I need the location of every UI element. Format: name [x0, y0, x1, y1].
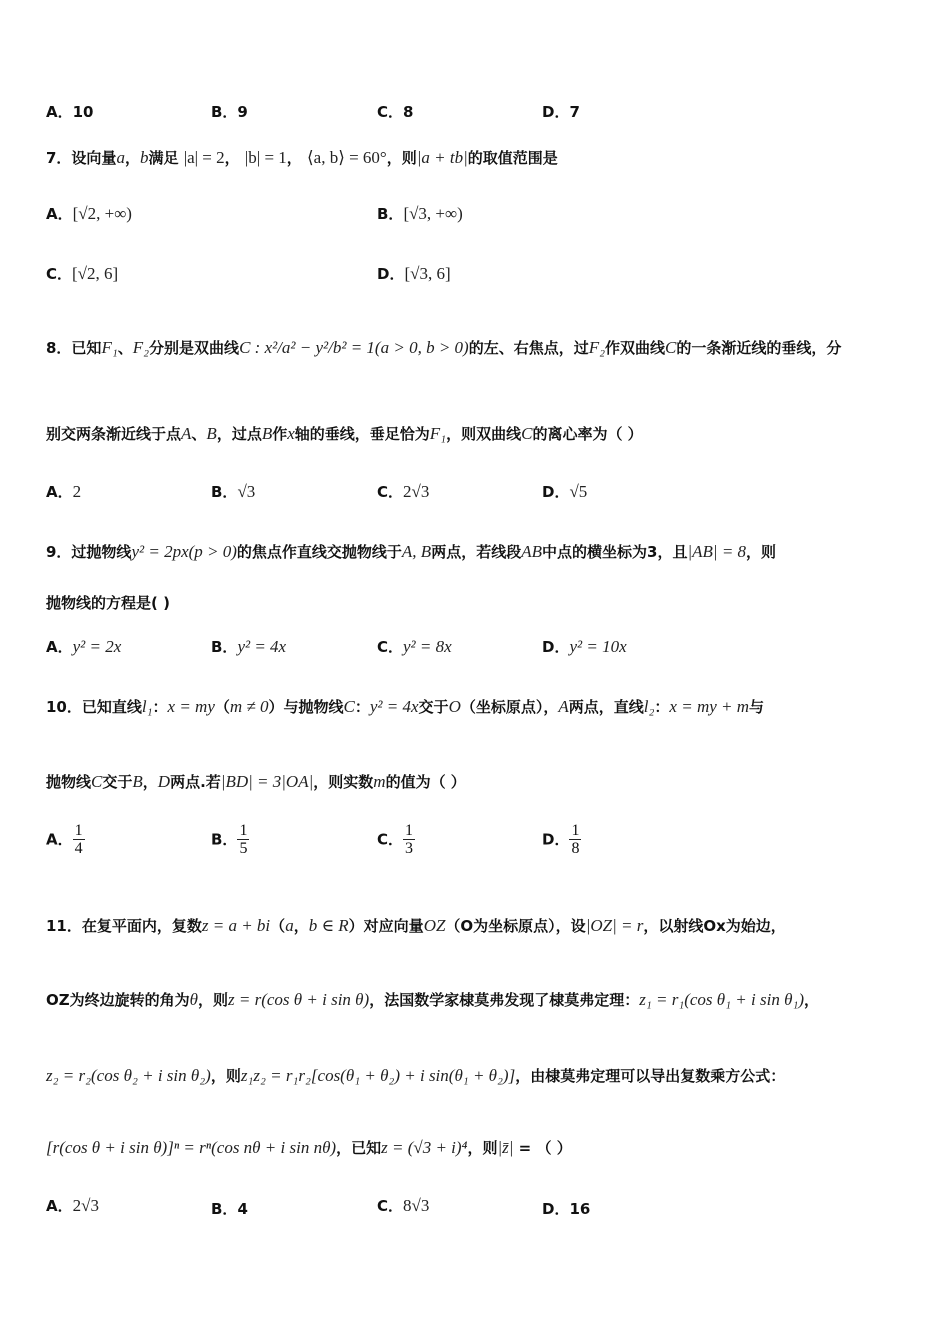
q11-a: a [285, 916, 294, 935]
q9-option-label: C． [377, 638, 404, 656]
q9-option-value: y² = 4x [237, 637, 287, 656]
q11-text: （O为坐标原点），设 [445, 917, 586, 935]
q8-point-b: B [261, 424, 273, 443]
q8-text: 、 [117, 339, 133, 357]
q10-option-label: D． [542, 830, 570, 849]
q8-stem-line2 [46, 424, 643, 444]
q7-option-b [377, 204, 463, 224]
q11-text: ， [293, 917, 309, 935]
q10-curve-c: C [91, 772, 103, 791]
q8-text: 8．已知 [46, 339, 102, 357]
q8-text: 、 [191, 425, 207, 443]
q11-stem-line4 [46, 1138, 572, 1158]
q10-option-label: A． [46, 830, 73, 849]
q11-z2: z₂ = r₂(cos θ₂ + i sin θ₂) [46, 1066, 211, 1085]
q10-origin: O [448, 697, 461, 716]
q11-option-c [377, 1196, 429, 1216]
fraction-numerator: 1 [74, 822, 83, 839]
q9-option-value: y² = 10x [569, 637, 627, 656]
q8-text: 别交两条渐近线于点 [46, 425, 182, 443]
q7-option-c [46, 264, 118, 284]
q9-option-label: B． [211, 638, 238, 656]
q7-cond-2: |b| = 1 [244, 148, 287, 167]
q8-text: ，则双曲线 [446, 425, 522, 443]
q10-parabola-equation: y² = 4x [369, 697, 419, 716]
q7-option-d [377, 264, 451, 284]
q8-point-b: B [206, 424, 217, 443]
q11-option-value: 8√3 [403, 1196, 430, 1215]
q7-cond-3: ⟨a, b⟩ = 60° [307, 148, 387, 167]
q8-f2: F₂ [132, 338, 150, 357]
q9-text: 9．过抛物线 [46, 543, 132, 561]
q8-text: 轴的垂线，垂足恰为 [294, 425, 430, 443]
q9-parabola-equation: y² = 2px(p > 0) [131, 542, 237, 561]
q10-line-l1: l₁ [141, 697, 153, 716]
q11-option-label: D． [542, 1200, 570, 1218]
q7-sep: ， [124, 149, 140, 167]
q11-option-d [542, 1199, 590, 1219]
q10-curve-c: C [343, 697, 355, 716]
q11-text: ）对应向量 [348, 917, 424, 935]
q8-text: 作 [272, 425, 288, 443]
q8-option-value: √3 [237, 482, 256, 501]
q10-text: 两点，直线 [568, 698, 644, 716]
q10-point-b: B [132, 772, 143, 791]
fraction-numerator: 1 [239, 822, 248, 839]
q8-text: 的离心率为（ ） [532, 425, 643, 443]
q7-option-d-label: D． [377, 265, 405, 283]
q8-f1: F₁ [101, 338, 118, 357]
q7-option-d-value: [√3, 6] [404, 264, 451, 283]
q11-option-b [211, 1199, 248, 1219]
q8-option-value: √5 [569, 482, 588, 501]
q10-relation: |BD| = 3|OA| [220, 772, 314, 791]
q10-option-fraction [569, 822, 581, 857]
q11-theta: θ [189, 990, 198, 1009]
q9-stem-line1 [46, 542, 776, 562]
q10-text: 抛物线 [46, 773, 92, 791]
q11-option-label: A． [46, 1197, 73, 1215]
q7-expr: |a + tb| [416, 148, 468, 167]
q9-text: ，则 [746, 543, 777, 561]
q8-x-axis: x [287, 424, 295, 443]
q11-text: （ [270, 917, 286, 935]
q10-option-a [46, 822, 85, 857]
q10-text: ： [654, 698, 670, 716]
q11-option-value: 4 [237, 1200, 248, 1218]
q9-option-label: A． [46, 638, 73, 656]
q7-vec-b: b [139, 148, 149, 167]
q10-option-b [211, 822, 249, 857]
q11-complex-z: z = a + bi [201, 916, 271, 935]
q11-option-label: B． [211, 1200, 238, 1218]
q10-text: ， [142, 773, 158, 791]
q11-option-value: 2√3 [72, 1196, 99, 1215]
q10-line-equation: x = my [167, 697, 215, 716]
q11-vector-oz: OZ [423, 916, 446, 935]
q9-stem-line2: 抛物线的方程是( ) [46, 594, 170, 612]
q8-option-a [46, 482, 81, 502]
q8-stem-line1 [46, 338, 841, 358]
q10-text: ： [152, 698, 168, 716]
q10-condition: m ≠ 0 [229, 697, 269, 716]
q8-text: ，过点 [216, 425, 262, 443]
q8-curve-c: C [521, 424, 533, 443]
q6-option-d: D．7 [542, 103, 580, 121]
q8-option-value: 2 [72, 482, 82, 501]
fraction-numerator: 1 [405, 822, 414, 839]
q10-text: 的值为（ ） [385, 773, 466, 791]
q7-option-a-label: A． [46, 205, 73, 223]
q7-vec-a: a [116, 148, 125, 167]
q8-text: 作双曲线 [605, 339, 666, 357]
q8-text: 的一条渐近线的垂线，分 [676, 339, 842, 357]
q11-z1: z₁ = r₁(cos θ₁ + i sin θ₁) [639, 990, 805, 1009]
q10-text: （坐标原点）， [460, 698, 559, 716]
q8-option-label: B． [211, 483, 238, 501]
q8-text: 的左、右焦点，过 [468, 339, 589, 357]
q11-text: ，则 [467, 1139, 498, 1157]
q10-line-equation: x = my + m [669, 697, 750, 716]
q9-points: A, B [401, 542, 432, 561]
q8-hyperbola-equation: C : x²/a² − y²/b² = 1(a > 0, b > 0) [239, 338, 469, 357]
q9-text: 中点的横坐标为3，且 [542, 543, 688, 561]
q11-text: ，法国数学家棣莫弗发现了棣莫弗定理： [369, 991, 640, 1009]
q10-point-d: D [157, 772, 171, 791]
q7-stem: 7．设向量a，b满足 |a| = 2， |b| = 1， ⟨a, b⟩ = 60°，则|a + tb|的取值范围是 [46, 148, 558, 167]
q10-text: （ [214, 698, 230, 716]
q6-option-a: A．10 [46, 103, 94, 121]
q11-text: ，则 [210, 1067, 241, 1085]
q10-option-fraction [73, 822, 85, 857]
q8-option-label: C． [377, 483, 404, 501]
q10-stem-line2 [46, 772, 466, 792]
q11-b: b ∈ R [308, 916, 349, 935]
q10-text: 交于 [102, 773, 133, 791]
q11-text: ，则 [198, 991, 229, 1009]
q11-option-value: 16 [569, 1200, 591, 1218]
q10-option-label: C． [377, 830, 404, 849]
fraction-numerator: 1 [571, 822, 580, 839]
q11-option-a [46, 1196, 99, 1216]
q9-segment: AB [521, 542, 542, 561]
q11-power-formula: [r(cos θ + i sin θ)]ⁿ = rⁿ(cos nθ + i sin nθ) [46, 1138, 337, 1157]
q9-option-c [377, 637, 452, 657]
q10-text: ）与抛物线 [268, 698, 344, 716]
q6-option-c: C．8 [377, 103, 414, 121]
q8-option-d [542, 482, 587, 502]
q7-cond-1: |a| = 2 [183, 148, 225, 167]
q7-option-a [46, 204, 132, 224]
q8-point-a: A [181, 424, 192, 443]
q8-option-c [377, 482, 429, 502]
q11-stem-line2 [46, 990, 819, 1010]
q10-option-label: B． [211, 830, 238, 849]
q10-text: 两点.若 [170, 773, 221, 791]
q9-option-b [211, 637, 286, 657]
q10-text: ： [354, 698, 370, 716]
q11-modulus: |OZ| = r [585, 916, 644, 935]
q7-then: ，则 [386, 149, 417, 167]
q10-text: 10．已知直线 [46, 698, 142, 716]
q10-point-a: A [558, 697, 569, 716]
q9-text: 的焦点作直线交抛物线于 [236, 543, 402, 561]
q7-tail: 的取值范围是 [467, 149, 558, 167]
q8-option-label: D． [542, 483, 570, 501]
q11-text: ，由棣莫弗定理可以导出复数乘方公式： [515, 1067, 786, 1085]
q7-cond: 满足 [148, 149, 179, 167]
q10-option-c [377, 822, 415, 857]
q8-option-b [211, 482, 255, 502]
q8-option-label: A． [46, 483, 73, 501]
q10-text: 与 [749, 698, 765, 716]
q9-option-label: D． [542, 638, 570, 656]
q11-stem-line3 [46, 1066, 785, 1086]
q9-option-a [46, 637, 121, 657]
q10-text: ，则实数 [313, 773, 374, 791]
q11-text: ， [804, 991, 820, 1009]
q7-option-c-label: C． [46, 265, 73, 283]
q10-option-fraction [403, 822, 415, 857]
q11-text: 11．在复平面内，复数 [46, 917, 202, 935]
q7-lead: 7．设向量 [46, 149, 117, 167]
fraction-denominator: 3 [405, 840, 414, 857]
q10-option-d [542, 822, 581, 857]
q10-text: 交于 [418, 698, 449, 716]
q8-text: 分别是双曲线 [149, 339, 240, 357]
q9-text: 两点，若线段 [431, 543, 522, 561]
q8-option-value: 2√3 [403, 482, 430, 501]
fraction-denominator: 4 [74, 840, 83, 857]
q9-length: |AB| = 8 [687, 542, 747, 561]
q7-option-a-value: [√2, +∞) [72, 204, 132, 223]
q6-option-b: B．9 [211, 103, 248, 121]
q8-f2: F₂ [588, 338, 606, 357]
q7-option-b-label: B． [377, 205, 404, 223]
q8-curve-c: C [665, 338, 677, 357]
q7-option-b-value: [√3, +∞) [403, 204, 463, 223]
q8-f1: F₁ [429, 424, 447, 443]
fraction-denominator: 8 [571, 840, 580, 857]
q11-text: ，已知 [336, 1139, 382, 1157]
q11-product-formula: z₁z₂ = r₁r₂[cos(θ₁ + θ₂) + i sin(θ₁ + θ₂)] [240, 1066, 516, 1085]
q10-option-fraction [237, 822, 249, 857]
q11-trig-form: z = r(cos θ + i sin θ) [228, 990, 370, 1009]
q10-line-l2: l₂ [643, 697, 655, 716]
fraction-denominator: 5 [239, 840, 248, 857]
q10-stem-line1 [46, 697, 764, 717]
q10-m: m [373, 772, 386, 791]
q9-option-d [542, 637, 627, 657]
q9-option-value: y² = 2x [72, 637, 122, 656]
q11-given-z: z = (√3 + i)⁴ [381, 1138, 468, 1157]
q7-option-c-value: [√2, 6] [72, 264, 119, 283]
q11-stem-line1 [46, 916, 786, 936]
q11-text: OZ为终边旋转的角为 [46, 991, 190, 1009]
q9-option-value: y² = 8x [403, 637, 452, 656]
q11-conjugate-modulus: |z̄| [497, 1138, 514, 1157]
q11-text: ，以射线Ox为始边， [643, 917, 786, 935]
q11-option-label: C． [377, 1197, 404, 1215]
q11-text: = （ ） [513, 1139, 572, 1157]
